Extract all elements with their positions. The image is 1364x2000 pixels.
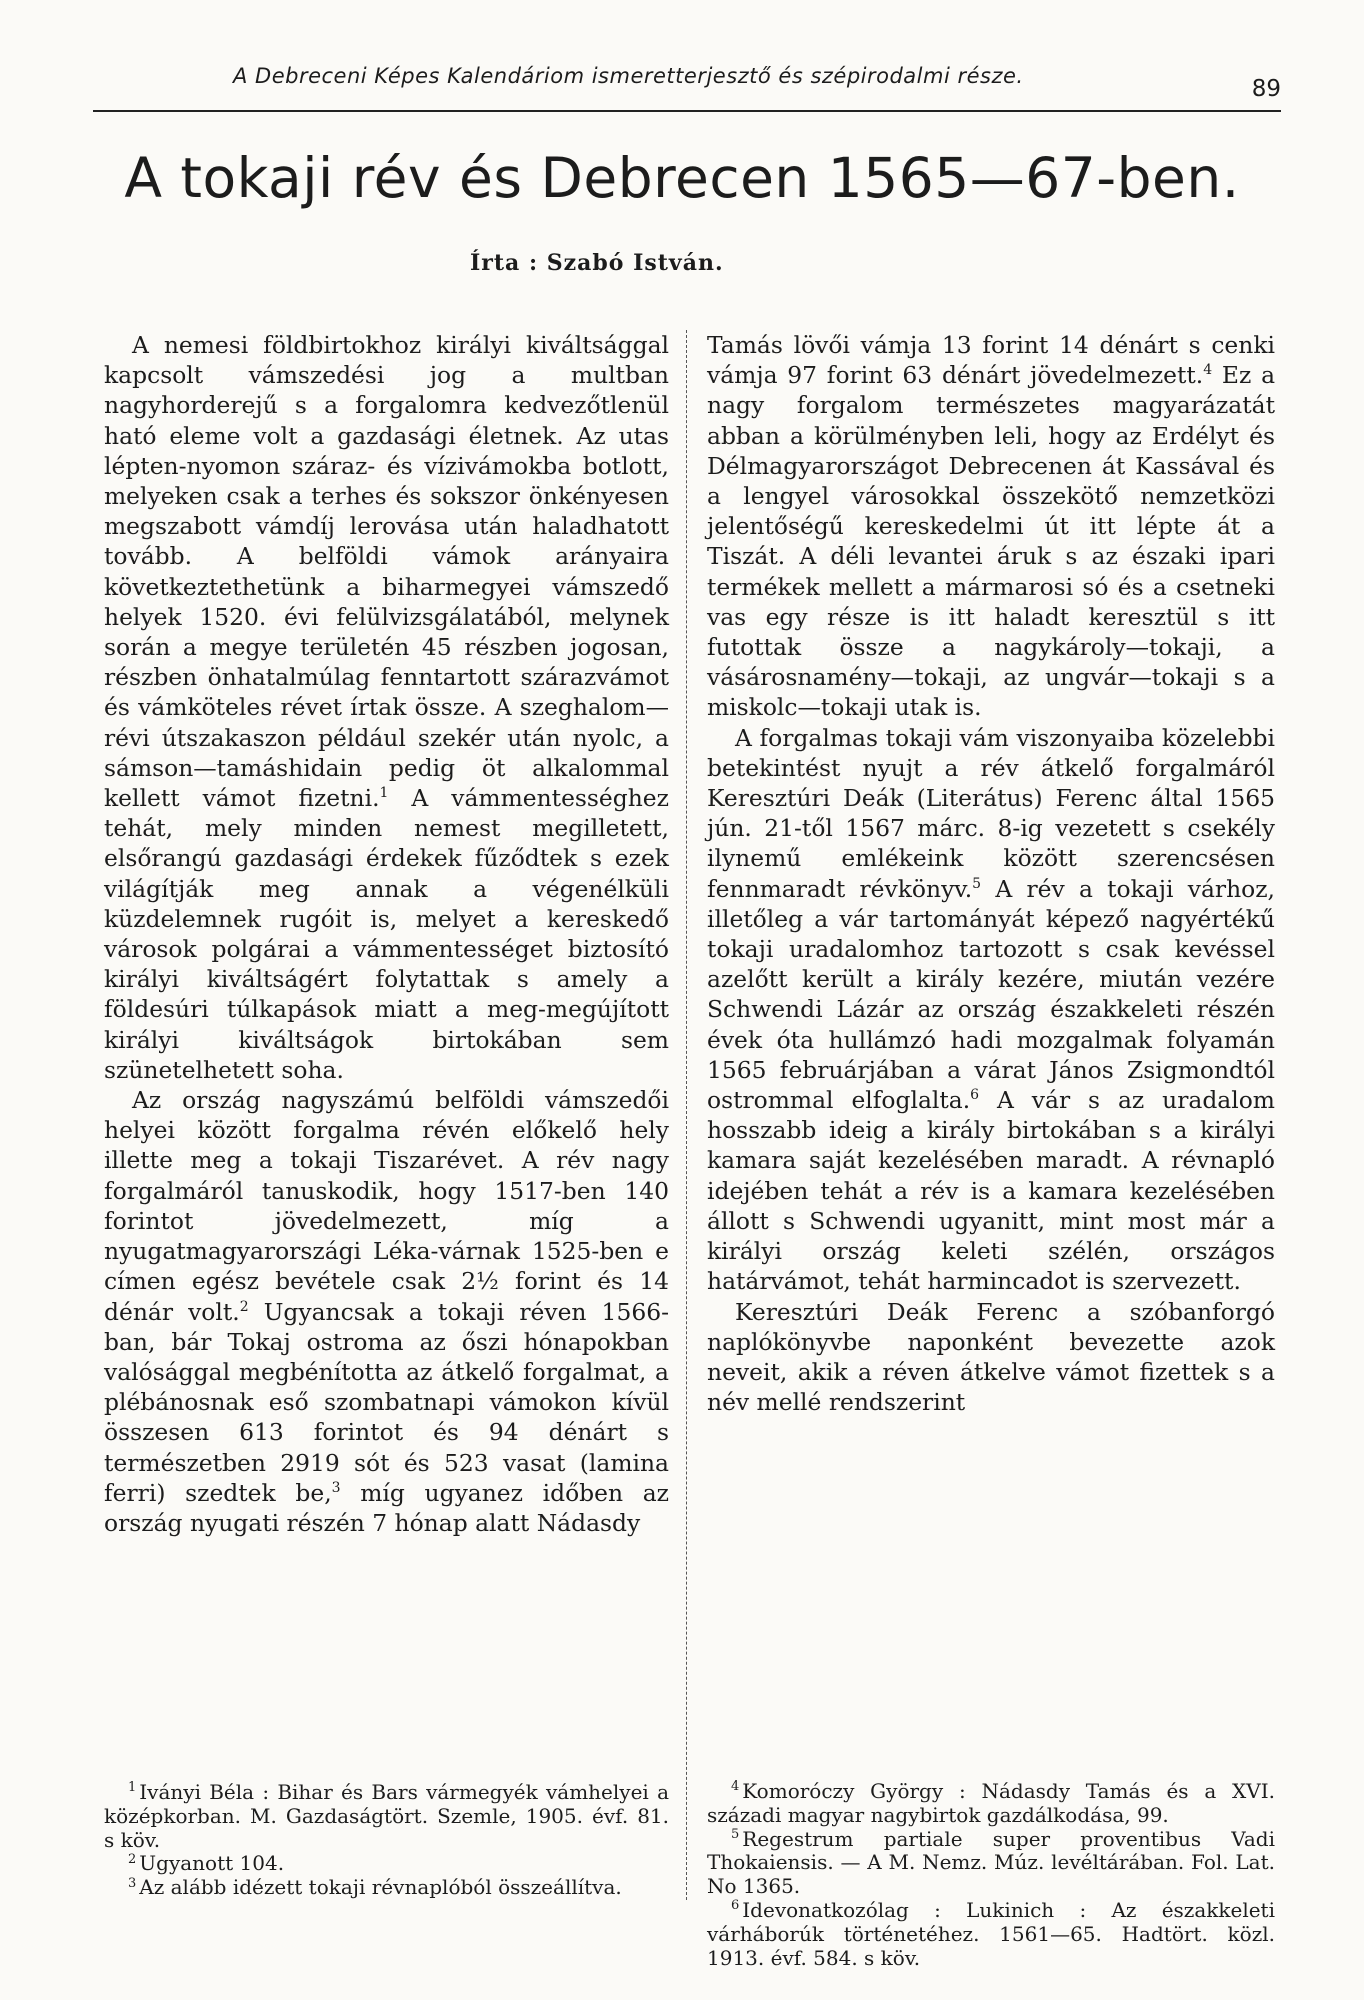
footnote-ref: 4	[1203, 362, 1213, 379]
right-column	[707, 330, 1275, 1417]
article-byline: Írta : Szabó István.	[470, 250, 724, 276]
footnotes-right	[707, 1780, 1275, 1970]
footnote-number: 1	[128, 1780, 137, 1796]
paragraph-text: Tamás lövői vámja 13 forint 14 dénárt s cenki vámja 97 forint 63 dénárt jövedelmezett.	[707, 331, 1275, 390]
footnote-ref: 6	[970, 1087, 980, 1104]
paragraph-text: A nemesi földbirtokhoz királyi kiváltsággal kapcsolt vámszedési jog a multban nagyhorderejű s a forgalomra kedvezőtlenül ható eleme volt a gazdasági életnek. Az utas lépten-nyomon száraz- és vízivámokba botlott, melyeken csak a terhes és sokszor önkényesen megszabott vámdíj lerovása után haladhatott tovább. A belföldi vámok arányaira következtethetünk a biharmegyei vámszedő helyek 1520. évi felülvizsgálatából, melynek során a megye területén 45 részben jogosan, részben önhatalmúlag fenntartott szárazvámot és vámköteles révet írtak össze. A szeghalom—révi útszakaszon például szekér után nyolc, a sámson—tamáshidain pedig öt alkalommal kellett vámot fizetni.	[104, 331, 669, 813]
footnote-number: 4	[731, 1779, 740, 1795]
footnote-ref: 2	[239, 1298, 249, 1315]
footnote-text: Idevonatkozólag : Lukinich : Az északkeleti várháborúk történetéhez. 1561—65. Hadtört. közl. 1913. évf. 584. s köv.	[707, 1897, 1275, 1970]
footnote-text: Iványi Béla : Bihar és Bars vármegyék vámhelyei a középkorban. M. Gazdaságtört. Szemle, 1905. évf. 81. s köv.	[104, 1780, 669, 1852]
footnote	[104, 1781, 669, 1852]
footnote-number: 3	[128, 1875, 137, 1891]
running-title: A Debreceni Képes Kalendáriom ismeretterjesztő és szépirodalmi része.	[233, 64, 1024, 88]
paragraph	[104, 1085, 669, 1538]
footnote-number: 6	[731, 1898, 740, 1914]
footnote-text: Komoróczy György : Nádasdy Tamás és a XVI. századi magyar nagybirtok gazdálkodása, 99.	[707, 1779, 1275, 1827]
footnote-text: Az alább idézett tokaji révnaplóból összeállítva.	[139, 1875, 622, 1900]
paragraph-text: míg ugyanez időben az ország nyugati részén 7 hónap alatt Nádasdy	[104, 1478, 669, 1537]
footnote	[104, 1852, 669, 1876]
footnote-ref: 5	[972, 875, 982, 892]
paragraph-text: Az ország nagyszámú belföldi vámszedői helyei között forgalma révén előkelő hely illette meg a tokaji Tiszarévet. A rév nagy forgalmáról tanuskodik, hogy 1517-ben 140 forintot jövedelmezett, míg a nyugatmagyarországi Léka-várnak 1525-ben e címen egész bevétele csak 2½ forint és 14 dénár volt.	[104, 1086, 669, 1326]
footnote-ref: 1	[379, 785, 389, 802]
left-column	[104, 330, 669, 1538]
running-header	[93, 54, 1281, 112]
footnote-number: 2	[128, 1851, 137, 1867]
paragraph	[707, 723, 1275, 1297]
paragraph-text: A forgalmas tokaji vám viszonyaiba közelebbi betekintést nyujt a rév átkelő forgalmáról Keresztúri Deák (Literátus) Ferenc által 1565 jún. 21-től 1567 márc. 8-ig vezetett s csekély ilynemű emlékeink között szerencsésen fennmaradt révkönyv.	[707, 723, 1275, 903]
footnote-text: Ugyanott 104.	[139, 1851, 285, 1876]
paragraph	[707, 330, 1275, 723]
paragraph	[707, 1297, 1275, 1418]
paragraph-text: Ez a nagy forgalom természetes magyarázatát abban a körülményben leli, hogy az Erdélyt és Délmagyarországot Debrecenen át Kassával és a lengyel városokkal összekötő nemzetközi jelentőségű kereskedelmi út itt lépte át a Tiszát. A déli levantei áruk s az északi ipari termékek mellett a mármarosi só és a csetneki vas egy része is itt haladt keresztül s itt futottak össze a nagykároly—tokaji, a vásárosnamény—tokaji, az ungvár—tokaji s a miskolc—tokaji utak is.	[707, 361, 1276, 722]
paragraph-text: A vámmentességhez tehát, mely minden nemest megilletett, elsőrangú gazdasági érdekek fűződtek s ezek világítják meg annak a végenélküli küzdelemnek rugóit is, melyet a kereskedő városok polgárai a vámmentességet biztosító királyi kiváltságért folytattak s amely a földesúri túlkapások miatt a meg-megújított királyi kiváltságok birtokában sem szünetelhetett soha.	[104, 784, 669, 1084]
footnote-text: Regestrum partiale super proventibus Vadi Thokaiensis. — A M. Nemz. Múz. levéltárában. Fol. Lat. No 1365.	[707, 1826, 1275, 1899]
paragraph-text: Keresztúri Deák Ferenc a szóbanforgó naplókönyvbe naponként bevezette azok neveit, akik a réven átkelve vámot fizettek s a név mellé rendszerint	[707, 1297, 1275, 1417]
footnote	[707, 1780, 1275, 1828]
footnotes-left	[104, 1781, 669, 1900]
article-title: A tokaji rév és Debrecen 1565—67-ben.	[124, 146, 1240, 210]
footnote	[707, 1899, 1275, 1970]
footnote	[707, 1828, 1275, 1899]
footnote-ref: 3	[331, 1479, 341, 1496]
paragraph-text: A vár s az uradalom hosszabb ideig a király birtokában s a királyi kamara saját kezelésében maradt. A révnapló idejében tehát a rév is a kamara kezelésében állott s Schwendi ugyanitt, mint most már a királyi ország keleti szélén, országos határvámot, tehát harmincadot is szervezett.	[707, 1086, 1275, 1296]
paragraph-text: A rév a tokaji várhoz, illetőleg a vár tartományát képező nagyértékű tokaji uradalomhoz tartozott s csak kevéssel azelőtt került a király kezére, miután vezére Schwendi Lázár az ország északkeleti részén évek óta hullámzó hadi mozgalmak folyamán 1565 februárjában a várat János Zsigmondtól ostrommal elfoglalta.	[707, 874, 1275, 1115]
page-number: 89	[1251, 76, 1281, 102]
paragraph	[104, 330, 669, 1085]
column-divider	[686, 330, 687, 1900]
footnote	[104, 1876, 669, 1900]
paragraph-text: Ugyancsak a tokaji réven 1566-ban, bár Tokaj ostroma az őszi hónapokban valósággal megbénította az átkelő forgalmat, a plébánosnak eső szombatnapi vámokon kívül összesen 613 forintot és 94 dénárt s természetben 2919 sót és 523 vasat (lamina ferri) szedtek be,	[104, 1297, 669, 1507]
footnote-number: 5	[731, 1826, 740, 1842]
